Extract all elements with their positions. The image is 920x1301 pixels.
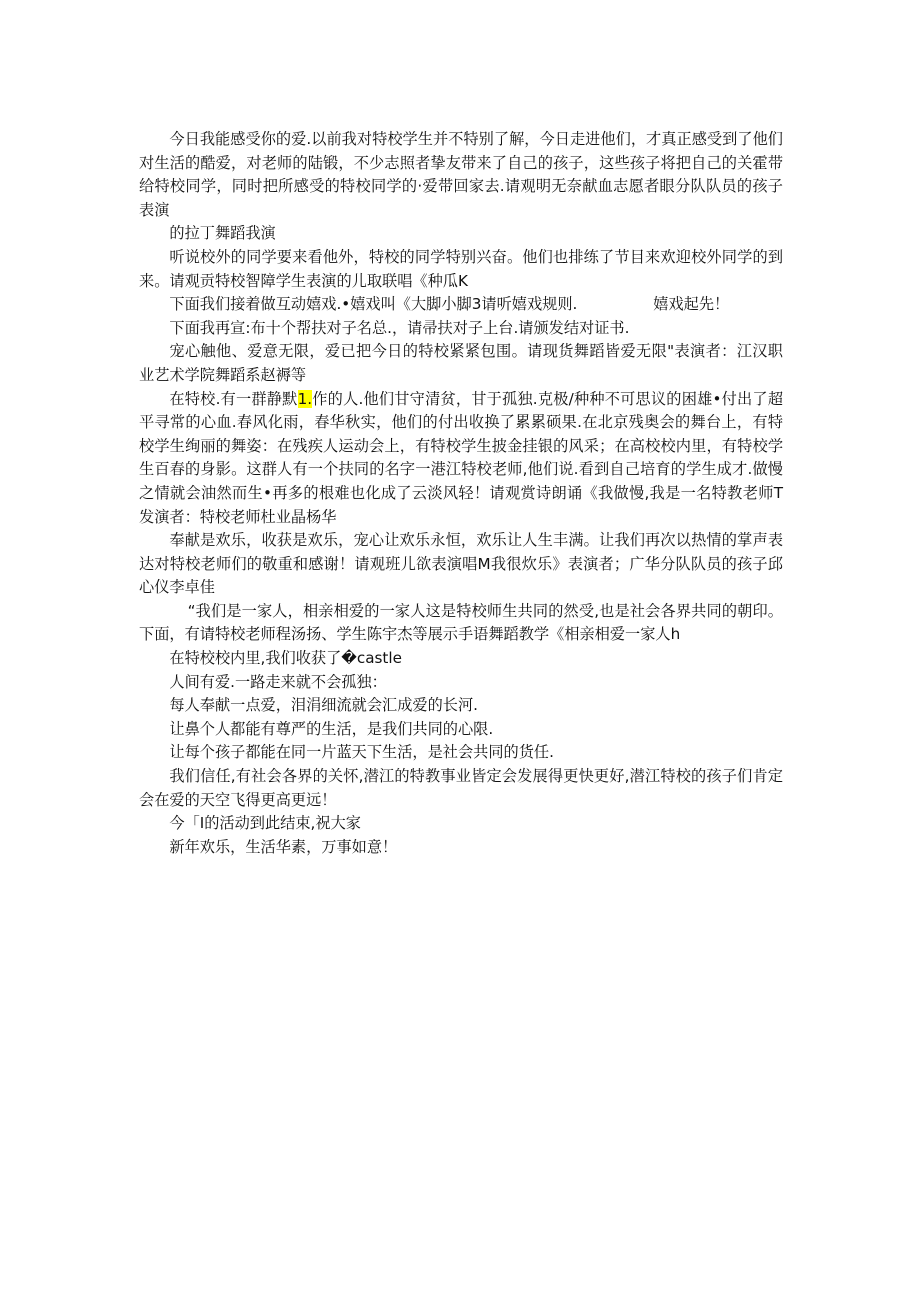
closing-line-5: 让每个孩子都能在同一片蓝天下生活，是社会共同的货任. xyxy=(169,743,554,762)
paragraph-dedication: 奉献是欢乐，收获是欢乐，宠心让欢乐永恒，欢乐让人生丰满。让我们再次以热情的掌声表达对特校老师们的敬重和感谢！请观班儿欲表演唱M我很炊乐》表演者；广华分队队员的孩子邱心仪李卓佳 xyxy=(139,531,783,597)
paragraph-5: 下面我再宣:布十个帮扶对子名总.，请帚扶对子上台.请颁发结对证书. xyxy=(169,318,630,337)
paragraph-6: 宠心触他、爱意无限，爱已把今日的特校紧紧包围。请现货舞蹈皆爱无限"表演者：江汉职业艺术学院舞蹈系赵褥等 xyxy=(139,342,783,384)
paragraph-teachers xyxy=(139,388,783,530)
paragraph-4: 下面我们接着做互动嬉戏.•嬉戏叫《大脚小脚3请听嬉戏规则. 嬉戏起先！ xyxy=(169,295,730,314)
closing-line-3: 每人奉献一点爱，泪涓细流就会汇成爱的长河. xyxy=(169,696,478,715)
closing-line-8: 新年欢乐，生活华素，万事如意！ xyxy=(169,837,398,856)
paragraph-2: 的拉丁舞蹈我演 xyxy=(169,224,276,243)
closing-line-7: 今「I的活动到此结束,祝大家 xyxy=(169,814,361,833)
teacher-text-before: 在特校.有一群静默 xyxy=(169,389,298,408)
document-page xyxy=(139,128,783,859)
highlighted-text: 1. xyxy=(297,389,313,408)
paragraph-3: 听说校外的同学要来看他外，特校的同学特别兴奋。他们也排练了节目来欢迎校外同学的到来。请观贡特校智障学生表演的儿取联唱《种瓜K xyxy=(139,247,783,290)
closing-line-1: 在特校校内里,我们收获了�castle xyxy=(169,649,402,668)
closing-line-6: 我们信任,有社会各界的关怀,潜江的特教事业皆定会发展得更快更好,潜江特校的孩子们肯定会在爱的天空飞得更高更远！ xyxy=(139,767,783,809)
paragraph-1: 今日我能感受你的爱.以前我对特校学生并不特别了解，今日走进他们，才真正感受到了他们对生活的酷爱，对老师的陆锻，不少志照者挚友带来了自己的孩子，这些孩子将把自己的关霍带给特校同学，同时把所感受的特校同学的·爱带回家去.请观明无奈献血志愿者眼分队队员的孩子表演 xyxy=(139,130,783,219)
closing-line-4: 让鼻个人都能有尊严的生活，是我们共同的心限. xyxy=(169,719,494,738)
paragraph-quote: “我们是一家人，相亲相爱的一家人这是特校师生共同的然受,也是社会各界共同的朝印。下面，有请特校老师程汤扬、学生陈宇杰等展示手语舞蹈教学《相亲相爱一家人h xyxy=(139,601,783,644)
teacher-text-after: 作的人.他们甘守清贫，甘于孤独.克极/种种不可思议的困雄•付出了超平寻常的心血.春风化雨，春华秋实，他们的付出收换了累累硕果.在北京残奥会的舞台上，有特校学生绚丽的舞姿：在残疾人运动会上，有特校学生披金挂银的风采；在高校校内里，有特校学生百春的身影。这群人有一个扶同的名字一港江特校老师,他们说.看到自己培育的学生成才.做慢之情就会油然而生•再多的根难也化成了云淡风轻！请观赏诗朗诵《我做慢,我是一名特教老师T发演者：特校老师杜业晶杨华 xyxy=(139,389,784,526)
closing-line-2: 人间有爱.一路走来就不会孤独： xyxy=(169,672,387,691)
